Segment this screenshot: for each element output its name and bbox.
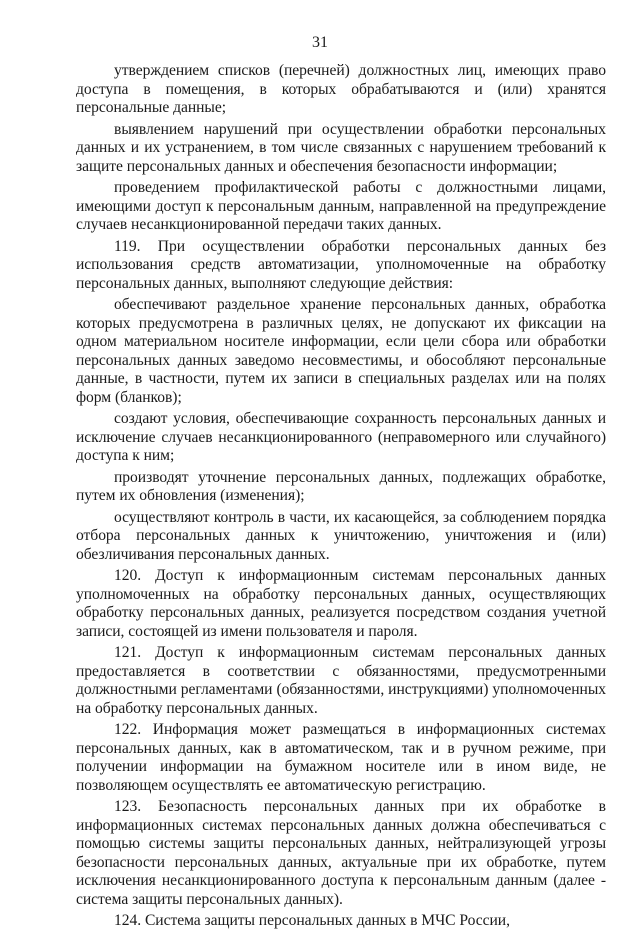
paragraph: утверждением списков (перечней) должностных лиц, имеющих право доступа в помещения, в которых обрабатываются и (или) хранятся персональные данные; — [76, 62, 606, 116]
paragraph: проведением профилактической работы с должностными лицами, имеющими доступ к персональным данным, направленной на предупреждение случаев несанкционированной передачи таких данных. — [76, 179, 606, 233]
paragraph-section-123: 123. Безопасность персональных данных при их обработке в информационных системах персональных данных должна обеспечиваться с помощью системы защиты персональных данных, нейтрализующей угрозы безопасности персональных данных, актуальные при их обработке, путем исключения несанкционированного доступа к персональным данным (далее - система защиты персональных данных). — [76, 798, 606, 908]
paragraph-section-119: 119. При осуществлении обработки персональных данных без использования средств автоматизации, уполномоченные на обработку персональных данных, выполняют следующие действия: — [76, 237, 606, 292]
page-number: 31 — [312, 34, 328, 51]
document-body — [76, 62, 606, 934]
paragraph-section-124: 124. Система защиты персональных данных в МЧС России, — [114, 912, 510, 929]
paragraph: обеспечивают раздельное хранение персональных данных, обработка которых предусмотрена в различных целях, не допускают их фиксации на одном материальном носителе информации, если цели сбора или обработки персональных данных заведомо несовместимы, и обособляют персональные данные, в частности, путем их записи в специальных разделах или на полях форм (бланков); — [76, 296, 606, 406]
paragraph: выявлением нарушений при осуществлении обработки персональных данных и их устранением, в том числе связанных с нарушением требований к защите персональных данных и обеспечения безопасности информации; — [76, 120, 606, 175]
paragraph-section-122: 122. Информация может размещаться в информационных системах персональных данных, как в автоматическом, так и в ручном режиме, при получении информации на бумажном носителе или в ином виде, не позволяющем осуществлять ее автоматическую регистрацию. — [76, 721, 606, 794]
paragraph: осуществляют контроль в части, их касающейся, за соблюдением порядка отбора персональных данных к уничтожению, уничтожения и (или) обезличивания персональных данных. — [76, 508, 606, 563]
paragraph-section-121: 121. Доступ к информационным системам персональных данных предоставляется в соответствии с обязанностями, предусмотренными должностными регламентами (обязанностями, инструкциями) уполномоченных на обработку персональных данных. — [76, 644, 606, 717]
paragraph: производят уточнение персональных данных, подлежащих обработке, путем их обновления (изменения); — [76, 468, 606, 504]
paragraph-section-120: 120. Доступ к информационным системам персональных данных уполномоченных на обработку персональных данных, осуществляющих обработку персональных данных, реализуется посредством создания учетной записи, состоящей из имени пользователя и пароля. — [76, 567, 606, 640]
paragraph: создают условия, обеспечивающие сохранность персональных данных и исключение случаев несанкционированного (неправомерного или случайного) доступа к ним; — [76, 410, 606, 464]
